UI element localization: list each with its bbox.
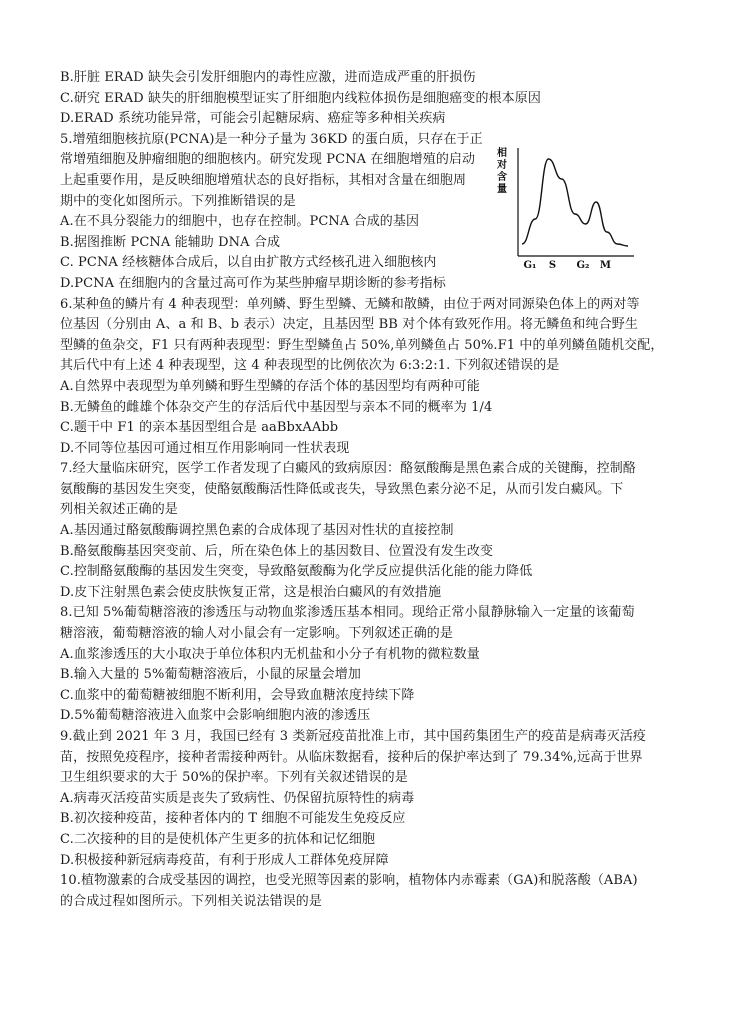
x-tick-labels <box>523 260 611 270</box>
question-8-stem-line-2: 糖溶液，葡萄糖溶液的输人对小鼠会有一定影响。下列叙述正确的是 <box>60 626 454 642</box>
x-tick-label: S <box>548 260 557 270</box>
option-d-q4: D.ERAD 系统功能异常，可能会引起糖尿病、癌症等多种相关疾病 <box>60 111 446 127</box>
question-10-stem-line-2: 的合成过程如图所示。下列相关说法错误的是 <box>60 893 323 909</box>
question-9-option-c: C.二次接种的目的是使机体产生更多的抗体和记忆细胞 <box>60 831 376 847</box>
question-9 <box>60 727 690 871</box>
question-7 <box>60 459 690 603</box>
y-axis-label <box>496 146 507 195</box>
question-5-stem-line-4: 期中的变化如图所示。下列推断错误的是 <box>60 193 296 209</box>
question-7-option-b: B.酪氨酸酶基因突变前、后，所在染色体上的基因数目、位置没有发生改变 <box>60 543 494 559</box>
question-6-option-b: B.无鳞鱼的雌雄个体杂交产生的存活后代中基因型与亲本不同的概率为 1/4 <box>60 399 493 415</box>
question-5-option-a: A.在不具分裂能力的细胞中，也存在控制。PCNA 合成的基因 <box>60 214 420 230</box>
question-7-option-a: A.基因通过酪氨酸酶调控黑色素的合成体现了基因对性状的直接控制 <box>60 523 454 539</box>
question-6 <box>60 295 690 460</box>
question-8-option-a: A.血浆渗透压的大小取决于单位体积内无机盐和小分子有机物的微粒数量 <box>60 646 480 662</box>
question-7-stem-line-3: 列相关叙述正确的是 <box>60 502 178 518</box>
question-9-stem-line-3: 卫生组织要求的大于 50%的保护率。下列有关叙述错误的是 <box>60 770 408 786</box>
question-6-option-a: A.自然界中表现型为单列鳞和野生型鳞的存活个体的基因型均有两种可能 <box>60 378 480 394</box>
question-6-stem-line-2: 位基因（分别由 A、a 和 B、b 表示）决定，且基因型 BB 对个体有致死作用。将无鳞鱼和纯合野生 <box>60 317 638 333</box>
question-5-option-b: B.据图推断 PCNA 能辅助 DNA 合成 <box>60 234 281 250</box>
question-5-stem-line-2: 常增殖细胞及肿瘤细胞的细胞核内。研究发现 PCNA 在细胞增殖的启动 <box>60 152 476 168</box>
question-6-stem-line-1: 6.某种鱼的鳞片有 4 种表现型：单列鳞、野生型鳞、无鳞和散鳞，由位于两对同源染色体上的两对等 <box>60 296 640 312</box>
question-7-stem-line-2: 氨酸酶的基因发生突变，使酪氨酸酶活性降低或丧失，导致黑色素分泌不足，从而引发白癜风。下 <box>60 481 624 497</box>
question-5-stem-line-3: 上起重要作用，是反映细胞增殖状态的良好指标，其相对含量在细胞周 <box>60 172 467 188</box>
question-9-option-b: B.初次接种疫苗，接种者体内的 T 细胞不可能发生免疫反应 <box>60 811 406 827</box>
question-6-option-c: C.题干中 F1 的亲本基因型组合是 aaBbxAAbb <box>60 420 339 436</box>
pcna-chart-svg <box>458 142 653 270</box>
y-label-char: 相 <box>497 148 507 159</box>
y-label-char: 对 <box>497 160 507 171</box>
x-tick-label: G₁ <box>523 260 537 270</box>
option-c-q4: C.研究 ERAD 缺失的肝细胞模型证实了肝细胞内线粒体损伤是细胞癌变的根本原因 <box>60 90 541 106</box>
text-block-top <box>60 68 690 130</box>
pcna-chart <box>458 142 653 270</box>
question-9-option-a: A.病毒灭活疫苗实质是丧失了致病性、仍保留抗原特性的病毒 <box>60 790 415 806</box>
option-b-q4: B.肝脏 ERAD 缺失会引发肝细胞内的毒性应激，进而造成严重的肝损伤 <box>60 70 476 85</box>
question-8 <box>60 603 690 727</box>
question-6-stem-line-4: 其后代中有上述 4 种表现型，这 4 种表现型的比例依次为 6:3:2:1. 下列叙述错误的是 <box>60 358 560 374</box>
question-10 <box>60 871 690 912</box>
question-10-stem-line-1: 10.植物激素的合成受基因的调控，也受光照等因素的影响，植物体内赤霉素（GA)和脱落酸（ABA) <box>60 873 638 889</box>
question-7-option-c: C.控制酪氨酸酶的基因发生突变，导致酪氨酸酶为化学反应提供活化能的能力降低 <box>60 564 533 580</box>
question-9-stem-line-1: 9.截止到 2021 年 3 月，我国已经有 3 类新冠疫苗批准上市，其中国药集团生产的疫苗是病毒灭活疫 <box>60 729 647 744</box>
question-5-option-d: D.PCNA 在细胞内的含量过高可作为某些肿瘤早期诊断的参考指标 <box>60 275 446 291</box>
question-8-option-c: C.血浆中的葡萄糖被细胞不断利用，会导致血糖浓度持续下降 <box>60 687 415 703</box>
x-tick-label: M <box>599 260 612 270</box>
question-7-stem-line-1: 7.经大量临床研究，医学工作者发现了白癜风的致病原因：酪氨酸酶是黑色素合成的关键酶，控制酪 <box>60 461 636 477</box>
pcna-curve <box>522 159 628 246</box>
question-6-stem-line-3: 型鳞的鱼杂交，F1 只有两种表现型：野生型鳞鱼占 50%,单列鳞鱼占 50%.F1 中的单列鳞鱼随机交配， <box>60 337 664 353</box>
question-9-option-d: D.积极接种新冠病毒疫苗，有利于形成人工群体免疫屏障 <box>60 852 389 868</box>
question-5-option-c: C. PCNA 经核糖体合成后，以自由扩散方式经核孔进入细胞核内 <box>60 255 437 271</box>
question-5-stem-line-1: 5.增殖细胞核抗原(PCNA)是一种分子量为 36KD 的蛋白质，只存在于正 <box>60 131 483 147</box>
question-8-stem-line-1: 8.已知 5%葡萄糖溶液的渗透压与动物血浆渗透压基本相同。现给正常小鼠静脉输入一定量的该葡萄 <box>60 605 635 621</box>
y-label-char: 量 <box>497 184 507 195</box>
question-8-option-d: D.5%葡萄糖溶液进入血浆中会影响细胞内液的渗透压 <box>60 708 371 724</box>
question-7-option-d: D.皮下注射黑色素会使皮肤恢复正常，这是根治白癜风的有效措施 <box>60 584 442 600</box>
question-6-option-d: D.不同等位基因可通过相互作用影响同一性状表现 <box>60 440 350 456</box>
question-8-option-b: B.输入大量的 5%葡萄糖溶液后，小鼠的尿量会增加 <box>60 667 361 683</box>
y-label-char: 含 <box>497 172 507 183</box>
x-tick-label: G₂ <box>576 260 590 270</box>
question-9-stem-line-2: 苗，按照免疫程序，接种者需接种两针。从临床数据看，接种后的保护率达到了 79.34%,远高于世界 <box>60 749 643 765</box>
